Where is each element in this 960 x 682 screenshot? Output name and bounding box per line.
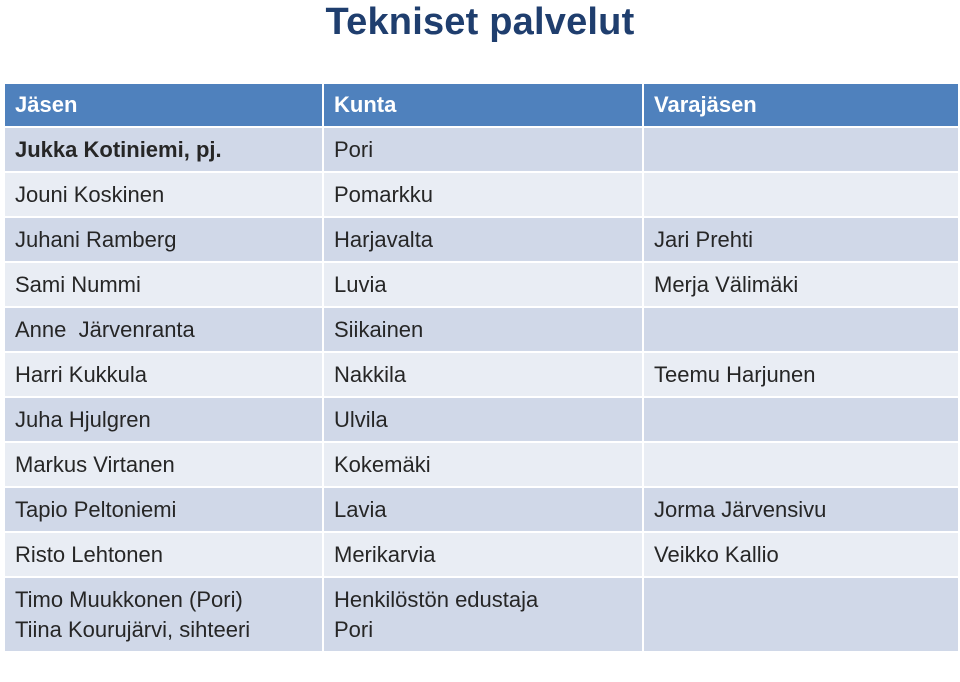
cell-varajasen: Veikko Kallio: [643, 532, 959, 577]
table-row: [4, 487, 959, 532]
cell-kunta: Siikainen: [323, 307, 643, 352]
cell-jasen: Harri Kukkula: [4, 352, 323, 397]
cell-jasen: Jouni Koskinen: [4, 172, 323, 217]
cell-jasen: Tapio Peltoniemi: [4, 487, 323, 532]
cell-varajasen: [643, 307, 959, 352]
cell-varajasen: [643, 172, 959, 217]
cell-varajasen: Teemu Harjunen: [643, 352, 959, 397]
cell-kunta: Pori: [323, 127, 643, 172]
cell-line: Henkilöstön edustaja: [334, 586, 539, 612]
table-row: [4, 307, 959, 352]
cell-jasen: Markus Virtanen: [4, 442, 323, 487]
cell-line: Pori: [334, 616, 374, 642]
table-row: [4, 397, 959, 442]
column-header-varajasen: Varajäsen: [643, 83, 959, 127]
cell-varajasen: Jari Prehti: [643, 217, 959, 262]
table-row: [4, 352, 959, 397]
cell-kunta: Luvia: [323, 262, 643, 307]
cell-kunta: Harjavalta: [323, 217, 643, 262]
cell-kunta: Lavia: [323, 487, 643, 532]
cell-kunta: Ulvila: [323, 397, 643, 442]
cell-varajasen: [643, 577, 959, 652]
column-header-jasen: Jäsen: [4, 83, 323, 127]
column-header-kunta: Kunta: [323, 83, 643, 127]
table-row: [4, 442, 959, 487]
cell-jasen: Risto Lehtonen: [4, 532, 323, 577]
table-row: [4, 217, 959, 262]
cell-line: Tiina Kourujärvi, sihteeri: [15, 616, 251, 642]
cell-kunta: Nakkila: [323, 352, 643, 397]
cell-jasen: Juha Hjulgren: [4, 397, 323, 442]
cell-kunta: [323, 577, 643, 652]
cell-varajasen: [643, 442, 959, 487]
table-row: [4, 262, 959, 307]
cell-jasen: Sami Nummi: [4, 262, 323, 307]
table-header-row: [4, 83, 959, 127]
table-row: [4, 172, 959, 217]
cell-varajasen: [643, 127, 959, 172]
members-table: [3, 82, 960, 653]
cell-varajasen: [643, 397, 959, 442]
cell-varajasen: Jorma Järvensivu: [643, 487, 959, 532]
cell-jasen: Anne Järvenranta: [4, 307, 323, 352]
cell-jasen: Jukka Kotiniemi, pj.: [4, 127, 323, 172]
cell-jasen: Juhani Ramberg: [4, 217, 323, 262]
table-row: [4, 127, 959, 172]
cell-kunta: Merikarvia: [323, 532, 643, 577]
cell-varajasen: Merja Välimäki: [643, 262, 959, 307]
table-row: [4, 532, 959, 577]
cell-jasen: [4, 577, 323, 652]
table-row: [4, 577, 959, 652]
page-title: Tekniset palvelut: [325, 1, 635, 43]
cell-kunta: Kokemäki: [323, 442, 643, 487]
cell-kunta: Pomarkku: [323, 172, 643, 217]
cell-line: Timo Muukkonen (Pori): [15, 586, 243, 612]
